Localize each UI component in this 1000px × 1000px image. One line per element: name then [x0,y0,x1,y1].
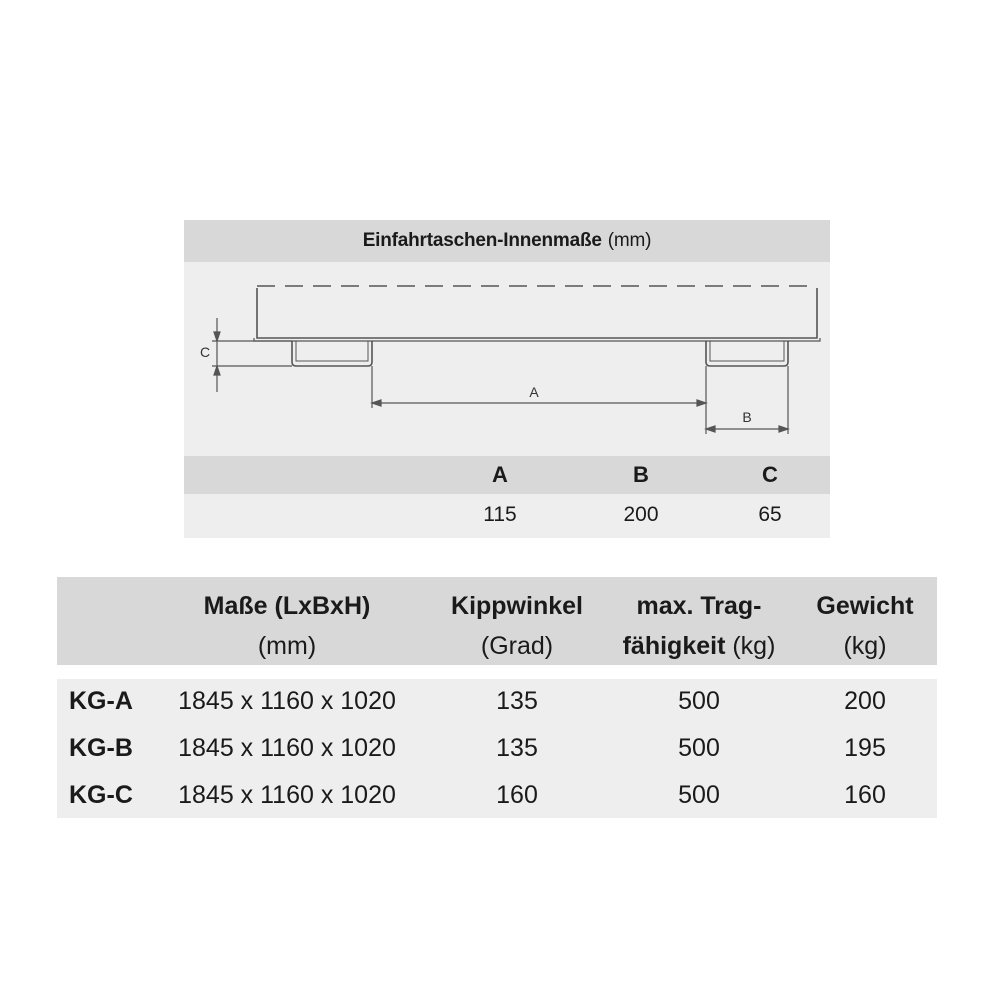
cell-tilt-angle: 160 [496,781,538,809]
panel-title-text: Einfahrtaschen-Innenmaße [362,230,602,251]
dim-label-c: C [200,344,211,360]
col-header-capacity-unit: (kg) [725,632,776,660]
cell-dimensions: 1845 x 1160 x 1020 [178,781,396,809]
col-header-weight [816,586,913,666]
right-pocket [706,341,788,366]
row-label: KG-B [69,734,133,762]
dimension-header-a: A [492,462,508,487]
forklift-pocket-diagram [184,262,830,456]
col-header-weight-unit: (kg) [843,632,887,660]
cell-dimensions: 1845 x 1160 x 1020 [178,734,396,762]
cell-capacity: 500 [678,734,720,762]
col-header-tilt-angle-unit: (Grad) [480,632,554,660]
dimension-header-c: C [762,462,778,487]
panel-title-unit: (mm) [607,230,652,251]
cell-weight: 195 [844,734,886,762]
cell-dimensions: 1845 x 1160 x 1020 [178,687,396,715]
col-header-weight-title: Gewicht [816,592,914,620]
dimension-header-b: B [633,462,649,487]
spec-table-body [57,679,937,818]
dimension-value-a: 115 [483,503,517,526]
cell-capacity: 500 [678,781,720,809]
col-header-capacity-title-2: fähigkeit [622,632,726,660]
dimension-value-row [184,494,830,538]
col-header-dimensions-unit: (mm) [257,632,317,660]
spec-table-header [57,577,937,665]
cell-tilt-angle: 135 [496,687,538,715]
dim-label-b: B [742,409,752,425]
dimension-value-b: 200 [623,503,659,526]
col-header-tilt-angle-title: Kippwinkel [451,592,583,620]
col-header-dimensions [204,586,371,666]
table-row [57,773,937,820]
table-row [57,679,937,726]
cell-capacity: 500 [678,687,720,715]
container-outline [257,288,817,338]
dimension-value-c: 65 [758,503,782,526]
cell-weight: 160 [844,781,886,809]
row-label: KG-C [69,781,133,809]
cell-tilt-angle: 135 [496,734,538,762]
col-header-tilt-angle [451,586,583,666]
panel-title [184,220,830,262]
col-header-dimensions-title: Maße (LxBxH) [203,592,371,620]
cell-weight: 200 [844,687,886,715]
col-header-capacity [623,586,776,666]
row-label: KG-A [69,687,133,715]
col-header-capacity-title: max. Trag- [636,592,762,620]
dimension-header-row [184,456,830,494]
dim-label-a: A [529,384,539,400]
forklift-pocket-panel [184,220,830,538]
table-row [57,726,937,773]
left-pocket [292,341,372,366]
pocket-drawing [184,262,830,456]
